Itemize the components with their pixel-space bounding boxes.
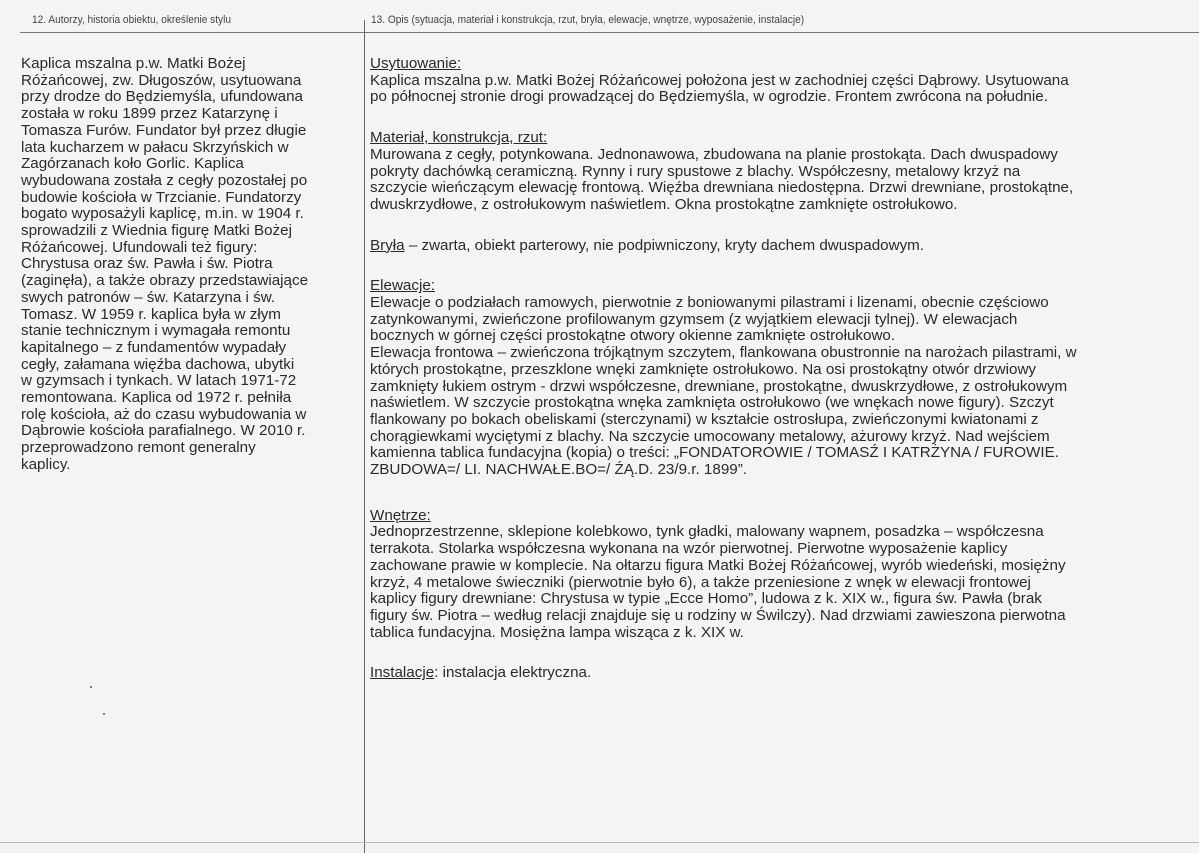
text-line: swych patronów – św. Katarzyna i św. bbox=[21, 288, 276, 306]
section-12-header: 12. Autorzy, historia obiektu, określenie stylu bbox=[32, 14, 231, 26]
text-line: cegły, załamana więźba dachowa, ubytki bbox=[21, 355, 295, 373]
text-line: bogato wyposażyli kaplicę, m.in. w 1904 r. bbox=[21, 205, 304, 223]
text-line: flankowany po bokach obeliskami (sterczynami) w kształcie ostrosłupa, zwieńczonymi kwiatonami z bbox=[370, 410, 1039, 428]
text-line: szczycie wieńczącym elewację frontową. Więźba drewniana niedostępna. Drzwi drewniane, prostokątne, bbox=[370, 179, 1074, 197]
text-line: rolę kościoła, aż do czasu wybudowania w bbox=[21, 405, 307, 423]
text-line: wybudowana została z cegły pozostałej po bbox=[21, 171, 308, 189]
text-line: stanie technicznym i wymagała remontu bbox=[21, 322, 291, 340]
scan-speck bbox=[90, 686, 92, 688]
text-line: chorągiewkami wyciętymi z blachy. Na szczycie umocowany metalowy, ażurowy krzyż. Nad wejściem bbox=[370, 427, 1050, 445]
text-line: Jednoprzestrzenne, sklepione kolebkowo, tynk gładki, malowany wapnem, posadzka – współczesna bbox=[370, 523, 1044, 541]
text-line: Tomasza Furów. Fundator był przez długie bbox=[21, 121, 307, 139]
section-usytuowanie bbox=[370, 56, 1190, 106]
bottom-border bbox=[0, 842, 1199, 843]
section-heading: Wnętrze: bbox=[370, 506, 431, 524]
text-line: budowie kościoła w Trzcianie. Fundatorzy bbox=[21, 188, 302, 206]
text-line: tablica fundacyjna. Mosiężna lampa wisząca z k. XIX w. bbox=[370, 623, 744, 641]
text-line: kamienna tablica fundacyjna (kopia) o treści: „FONDATOROWIE / TOMASŹ I KATRŻYNA / FUROWIE. bbox=[370, 444, 1059, 462]
text-line: Elewacje o podziałach ramowych, pierwotnie z boniowanymi pilastrami i lizenami, obecnie częściowo bbox=[370, 294, 1049, 312]
section-heading: Instalacje bbox=[370, 664, 435, 682]
scan-speck bbox=[103, 713, 105, 715]
section-heading: Elewacje: bbox=[370, 277, 435, 295]
section-bryla bbox=[370, 238, 1190, 255]
text-line: zamknięty łukiem ostrym - drzwi współczesne, drewniane, prostokątne, dwuskrzydłowe, z ostrołukowym bbox=[370, 377, 1068, 395]
section-elewacje bbox=[370, 278, 1190, 478]
section-heading: Materiał, konstrukcja, rzut: bbox=[370, 129, 548, 147]
text-line: Różańcowej. Ufundowali też figury: bbox=[21, 238, 258, 256]
text-line: Dąbrowie kościoła parafialnego. W 2010 r. bbox=[21, 422, 306, 440]
text-line: zachowane prawie w komplecie. Na ołtarzu figura Matki Bożej Różańcowej, wyrób wiedeński, mosiężny bbox=[370, 556, 1066, 574]
section-wnetrze bbox=[370, 508, 1190, 642]
text-line: lata kucharzem w pałacu Skrzyńskich w bbox=[21, 138, 289, 156]
text-line: Murowana z cegły, potynkowana. Jednonawowa, zbudowana na planie prostokąta. Dach dwuspadowy bbox=[370, 145, 1058, 163]
text-line: sprowadzili z Wiednia figurę Matki Bożej bbox=[21, 222, 292, 240]
section-heading: Usytuowanie: bbox=[370, 55, 462, 72]
text-line: w gzymsach i tynkach. W latach 1971-72 bbox=[21, 372, 297, 390]
description-text bbox=[370, 56, 1190, 682]
section-13-header: 13. Opis (sytuacja, materiał i konstrukcja, rzut, bryła, elewacje, wnętrze, wyposażenie, instalacje) bbox=[371, 14, 805, 26]
text-line: ZBUDOWA=/ LI. NACHWAŁE.BO=/ ŹĄ.D. 23/9.r. 1899”. bbox=[370, 461, 747, 479]
text-line: remontowana. Kaplica od 1972 r. pełniła bbox=[21, 389, 292, 407]
text-line: krzyż, 4 metalowe świeczniki (pierwotnie było 6), a także przeniesione z wnęk w elewacji frontowej bbox=[370, 573, 1031, 591]
text-line: kapitalnego – z fundamentów wypadały bbox=[21, 338, 287, 356]
text-line: Elewacja frontowa – zwieńczona trójkątnym szczytem, flankowana obustronnie na narożach pilastrami, w bbox=[370, 344, 1077, 362]
text-line: pokryty dachówką ceramiczną. Rynny i rury spustowe z blachy. Współczesny, metalowy krzyż na bbox=[370, 162, 1021, 180]
text-line: przy drodze do Będziemyśla, ufundowana bbox=[21, 88, 303, 106]
text-line: Chrystusa oraz św. Pawła i św. Piotra bbox=[21, 255, 273, 273]
text-line: zatynkowanymi, zwieńczone profilowanym gzymsem (z wyjątkiem elewacji tylnej). W elewacjach bbox=[370, 310, 1018, 328]
text-line: figury św. Piotra – według relacji znajduje się u rodziny w Świlczy). Nad drzwiami zawieszona pierwotna bbox=[370, 606, 1066, 624]
text-line: przeprowadzono remont generalny bbox=[21, 439, 256, 457]
text-line: Tomasz. W 1959 r. kaplica była w złym bbox=[21, 305, 281, 323]
text-line: bocznych w górnej części prostokątne otwory okienne zamknięte ostrołukowo. bbox=[370, 327, 896, 345]
section-text: – zwarta, obiekt parterowy, nie podpiwniczony, kryty dachem dwuspadowym. bbox=[404, 236, 925, 254]
column-divider bbox=[364, 20, 365, 853]
section-text: : instalacja elektryczna. bbox=[434, 664, 592, 682]
section-instalacje bbox=[370, 665, 1190, 682]
text-line: Kaplica mszalna p.w. Matki Bożej Różańcowej położona jest w zachodniej części Dąbrowy. Usytuowana bbox=[370, 71, 1069, 89]
text-line: Zagórzanach koło Gorlic. Kaplica bbox=[21, 155, 244, 173]
section-material bbox=[370, 130, 1190, 214]
text-line: Kaplica mszalna p.w. Matki Bożej bbox=[21, 55, 246, 72]
text-line: dwuskrzydłowe, z ostrołukowym naświetlem. Okna prostokątne zamknięte ostrołukowo. bbox=[370, 195, 958, 213]
history-text bbox=[21, 56, 361, 474]
text-line: kaplicy. bbox=[21, 455, 71, 473]
text-line: po północnej stronie drogi prowadzącej do Będziemyśla, w ogrodzie. Frontem zwrócona na południe. bbox=[370, 88, 1048, 106]
text-line: których prostokątne, przeszklone wnęki zamknięte ostrołukowo. Na osi prostokątny otwór drzwiowy bbox=[370, 360, 1037, 378]
text-line: terrakota. Stolarka współczesna wykonana na wzór pierwotnej. Pierwotne wyposażenie kaplicy bbox=[370, 540, 1008, 558]
section-heading: Bryła bbox=[370, 236, 405, 254]
text-line: naświetlem. W szczycie prostokątna wnęka zamknięta ostrołukowo (we wnękach nowe figury). Szczyt bbox=[370, 394, 1054, 412]
header-divider bbox=[20, 32, 1199, 33]
text-line: (zaginęła), a także obrazy przedstawiające bbox=[21, 272, 309, 290]
text-line: została w roku 1899 przez Katarzynę i bbox=[21, 105, 278, 123]
text-line: kaplicy figury drewniane: Chrystusa w typie „Ecce Homo”, ludowa z k. XIX w., figura św. Pawła (brak bbox=[370, 590, 1042, 608]
text-line: Różańcowej, zw. Długoszów, usytuowana bbox=[21, 71, 302, 89]
